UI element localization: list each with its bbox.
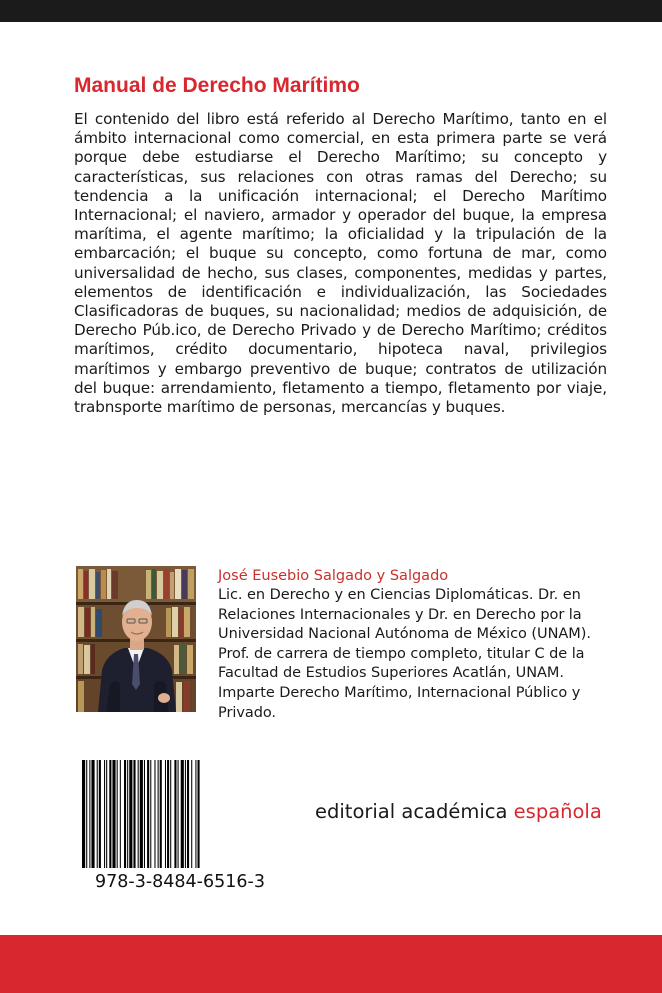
publisher-name-accent: española [513, 800, 602, 823]
author-name: José Eusebio Salgado y Salgado [218, 568, 449, 584]
book-title: Manual de Derecho Marítimo [74, 74, 360, 97]
barcode-bar [104, 760, 105, 868]
barcode-bar [198, 760, 200, 868]
barcode-bar [158, 760, 159, 868]
barcode-bar [97, 760, 98, 868]
barcode-bar [138, 760, 139, 868]
barcode-bar [170, 760, 171, 868]
barcode-bar [185, 760, 186, 868]
barcode-bar [124, 760, 126, 868]
top-bar [0, 0, 662, 22]
isbn-barcode [82, 760, 278, 868]
barcode-bar [181, 760, 184, 868]
barcode-bar [82, 760, 85, 868]
barcode-bar [120, 760, 121, 868]
publisher-logo [315, 800, 602, 823]
barcode-bar [129, 760, 132, 868]
barcode-bar [99, 760, 101, 868]
barcode-bar [187, 760, 189, 868]
barcode-bar [195, 760, 196, 868]
barcode-bar [127, 760, 128, 868]
barcode-bar [191, 760, 192, 868]
author-photo [76, 566, 196, 712]
barcode-bar [106, 760, 107, 868]
barcode-bar [150, 760, 151, 868]
author-bio: Lic. en Derecho y en Ciencias Diplomáticas. Dr. en Relaciones Internacionales y Dr. en Derecho por la Universidad Nacional Autónoma de México (UNAM). Prof. de carrera de tiempo completo, titular C de la Facultad de Estudios Superiores Acatlán, UNAM. Imparte Derecho Marítimo, Internacional Público y Privado. [218, 587, 591, 721]
barcode-bar [167, 760, 169, 868]
barcode-bar [160, 760, 162, 868]
barcode-bar [154, 760, 155, 868]
barcode-bar [133, 760, 135, 868]
book-description: El contenido del libro está referido al Derecho Marítimo, tanto en el ámbito internacional como comercial, en esta primera parte se verá porque debe estudiarse el Derecho Marítimo; su concepto y características, sus relaciones con otras ramas del Derecho; su tendencia a la unificación internacional; el Derecho Marítimo Internacional; el naviero, armador y operador del buque, la empresa marítima, el agente marítimo; la oficialidad y la tripulación de la embarcación; el buque su concepto, como fortuna de mar, como universalidad de hecho, sus clases, componentes, medidas y partes, elementos de identificación e individualización, las Sociedades Clasificadoras de buques, su nacionalidad; medios de adquisición, de Derecho Púb.ico, de Derecho Privado y de Derecho Marítimo; créditos marítimos, crédito documentario, hipoteca naval, privilegios marítimos y embargo preventivo de buque; contratos de utilización del buque: arrendamiento, fletamento a tiempo, fletamento por viaje, trabnsporte marítimo de personas, mercancías y buques. [74, 110, 607, 417]
barcode-bar [117, 760, 118, 868]
publisher-name: editorial académica [315, 800, 508, 823]
barcode-bar [144, 760, 145, 868]
barcode-bar [147, 760, 149, 868]
isbn-number: 978-3-8484-6516-3 [94, 872, 265, 892]
barcode-bar [174, 760, 176, 868]
barcode-bar [86, 760, 87, 868]
barcode-bar [109, 760, 111, 868]
barcode-bar [140, 760, 143, 868]
barcode-bar [112, 760, 115, 868]
barcode-bar [89, 760, 90, 868]
barcode-bar [91, 760, 94, 868]
bottom-bar [0, 935, 662, 993]
barcode-bar [178, 760, 179, 868]
barcode-bar [165, 760, 166, 868]
